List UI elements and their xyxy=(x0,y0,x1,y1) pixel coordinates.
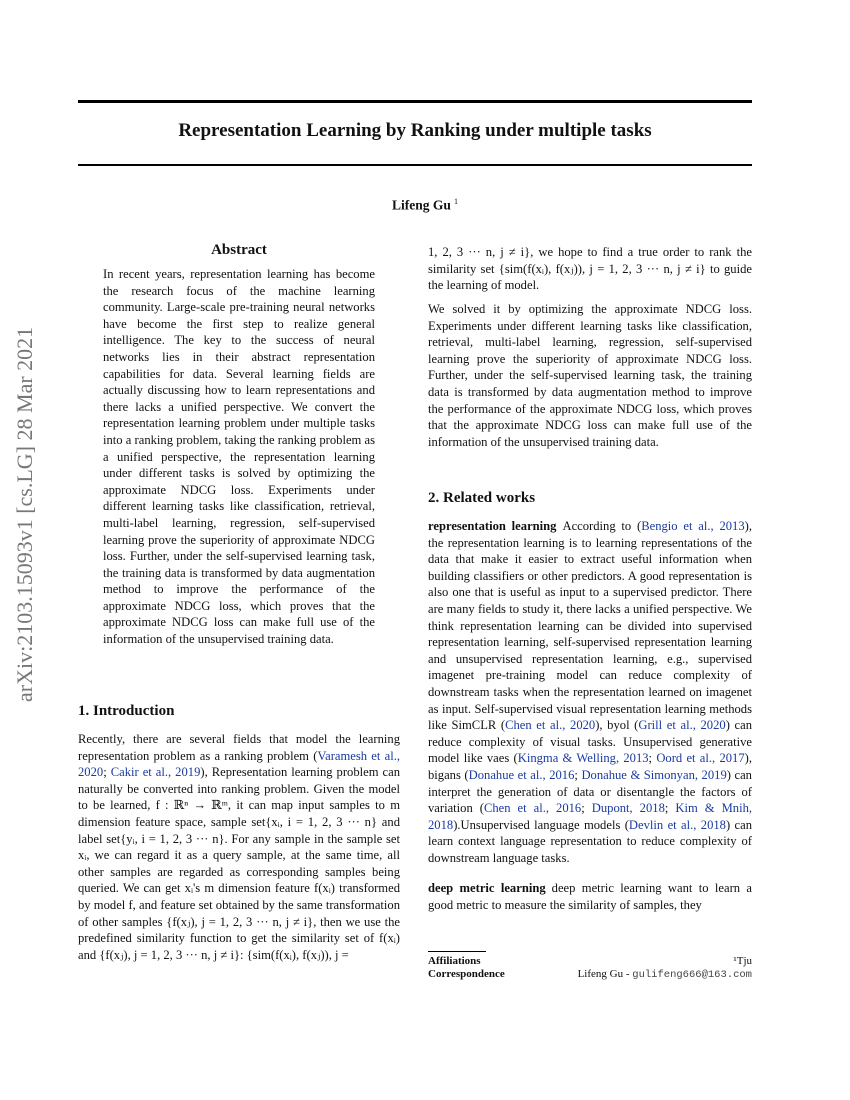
metric-learning-text: deep metric learning want to learn a good metric to measure the similarity of samples, they xyxy=(428,881,752,912)
intro-continuation xyxy=(428,244,752,294)
related-text: According to ( xyxy=(562,519,642,533)
cite-kim-mnih[interactable]: Kim & Mnih, 2018 xyxy=(428,801,753,832)
cite-kingma[interactable]: Kingma & Welling, 2013 xyxy=(517,751,649,766)
intro-cont-text: 1, 2, 3 ··· n, j ≠ i}, we hope to find a true order to rank the similarity set {sim(f(xᵢ), f(xⱼ)), j = 1, 2, 3 ··· n, j ≠ i} to guide the learning of model. xyxy=(428,245,752,293)
paper-title: Representation Learning by Ranking under multiple tasks xyxy=(178,120,652,141)
related-paragraph-1 xyxy=(428,518,752,866)
title-bottom-rule xyxy=(78,164,752,166)
cite-dupont[interactable]: Dupont, 2018 xyxy=(591,801,665,816)
affiliations-label: Affiliations xyxy=(428,955,481,967)
footnote-rule xyxy=(428,951,486,952)
intro-text-3: ), Representation learning problem can naturally be converted into ranking problem. Given the model to be learned, f : ℝⁿ → ℝᵐ, it can map input samples to m dimension feature space, sample set{xᵢ, i = 1, 2, 3 ··· n} and label set{yᵢ, i = 1, 2, 3 ··· n}. For any sample in the sample set xᵢ, we can regard it as a query sample, at the same time, all other samples are regarded as corresponding samples being queried. We can get xᵢ's m dimension feature f(xᵢ) transformed by model f, and feature set obtained by the same transformation of other samples {f(xⱼ), j = 1, 2, 3 ··· n, j ≠ i}, then we use the predefined similarity function to get the similarity set of f(xᵢ) and {f(xⱼ), j = 1, 2, 3 ··· n, j ≠ i}: {sim(f(xᵢ), f(xⱼ)), j = xyxy=(78,765,400,962)
intro-text-1: Recently, there are several fields that model the learning representation problem as a ranking problem ( xyxy=(78,732,400,763)
related-paragraph-2 xyxy=(428,880,752,913)
cite-donahue-2016[interactable]: Donahue et al., 2016 xyxy=(468,767,575,782)
related-heading: 2. Related works xyxy=(428,490,536,506)
intro-body xyxy=(78,731,400,963)
correspondence-value xyxy=(578,968,752,981)
author-line xyxy=(0,197,850,214)
related-body xyxy=(428,518,752,866)
correspondence-label: Correspondence xyxy=(428,968,505,980)
arxiv-stamp: arXiv:2103.15093v1 [cs.LG] 28 Mar 2021 xyxy=(12,326,37,702)
abstract-heading: Abstract xyxy=(211,242,267,258)
intro-heading: 1. Introduction xyxy=(78,703,175,719)
related-text: ) can learn context language representation to reduce complexity of downstream language tasks. xyxy=(428,817,753,865)
related-text: ), bigans ( xyxy=(428,751,752,782)
abstract-text: In recent years, representation learning has become the research focus of the machine learning community. Large-scale pre-training neural networks have become the first step to realize general intelligence. The key to the success of neural networks lies in their abstract representation capabilities for data. Several learning fields are actually discussing how to learn representations and there lacks a unified perspective. We convert the representation learning problem under multiple tasks into a ranking problem, taking the ranking problem as a unified perspective, the representation learning under different tasks is solved by optimizing the approximate NDCG loss. Experiments under different learning tasks like classification, retrieval, multi-label learning, regression, self-supervised learning prove the superiority of approximate NDCG loss. Further, under the self-supervised learning task, the training data is transformed by data augmentation method to improve the performance of the approximate NDCG loss, which proves that the approximate NDCG loss can make full use of the information of the unsupervised training data. xyxy=(103,267,375,647)
title-top-rule xyxy=(78,100,752,103)
related-text: ; xyxy=(581,801,592,816)
related-text: ; xyxy=(574,767,582,782)
correspondence-line xyxy=(428,968,752,980)
author-affil-mark: 1 xyxy=(453,197,458,206)
correspondence-name: Lifeng Gu - xyxy=(577,968,633,980)
related-text: ), the representation learning is to learning representations of the data that make it easier to extract useful information when building classifiers or other predictors. A good representation is also one that is useful as input to a supervised predictor. There are many fields to study it, there lacks a unified perspective. We think representation learning can be divided into supervised representation learning, self-supervised representation learning and unsupervised representation learning, e.g., supervised imagenet pre-training model can reduce complexity of downstream tasks when the representation learned on imagenet as input. Self-supervised visual representation learning methods like SimCLR ( xyxy=(428,519,752,733)
intro-paragraph xyxy=(78,731,400,963)
cite-oord[interactable]: Oord et al., 2017 xyxy=(656,751,745,766)
cite-donahue-simonyan[interactable]: Donahue & Simonyan, 2019 xyxy=(581,767,727,782)
metric-learning-paragraph xyxy=(428,880,752,913)
cite-grill[interactable]: Grill et al., 2020 xyxy=(638,718,726,733)
intro-paragraph-2 xyxy=(428,301,752,450)
related-text: ).Unsupervised language models ( xyxy=(453,817,629,832)
runin-deep-metric-learning: deep metric learning xyxy=(428,881,546,895)
author-name: Lifeng Gu xyxy=(392,197,451,213)
intro-p2-text: We solved it by optimizing the approximate NDCG loss. Experiments under different learning tasks like classification, retrieval, multi-label learning, regression, self-supervised learning prove the superiority of approximate NDCG loss. Further, under the self-supervised learning task, the training data is transformed by data augmentation method to improve the performance of the approximate NDCG loss, which proves that the approximate NDCG loss can make full use of the information of the unsupervised training data. xyxy=(428,302,752,449)
cite-devlin[interactable]: Devlin et al., 2018 xyxy=(628,817,726,832)
runin-representation-learning: representation learning xyxy=(428,519,557,533)
related-text: ) can interpret the generation of data or disentangle the factors of variation ( xyxy=(428,767,752,816)
cite-chen-2020[interactable]: Chen et al., 2020 xyxy=(505,718,596,733)
affiliations-value: ¹Tju xyxy=(733,955,752,967)
related-text: ), byol ( xyxy=(595,718,639,733)
related-text: ; xyxy=(664,801,676,816)
cite-chen-2016[interactable]: Chen et al., 2016 xyxy=(483,801,582,816)
cite-varamesh[interactable]: Varamesh et al., 2020 xyxy=(78,748,400,780)
correspondence-email-link[interactable]: gulifeng666@163.com xyxy=(632,969,752,981)
related-text: ; xyxy=(648,751,657,766)
cite-bengio[interactable]: Bengio et al., 2013 xyxy=(641,519,745,533)
related-text: ) can reduce complexity of visual tasks. Unsupervised generative model like vaes ( xyxy=(428,718,752,766)
affiliations-line xyxy=(428,955,752,967)
abstract-body xyxy=(103,266,375,648)
cite-cakir[interactable]: Cakir et al., 2019 xyxy=(110,765,201,780)
intro-text-2: ; xyxy=(103,765,111,780)
